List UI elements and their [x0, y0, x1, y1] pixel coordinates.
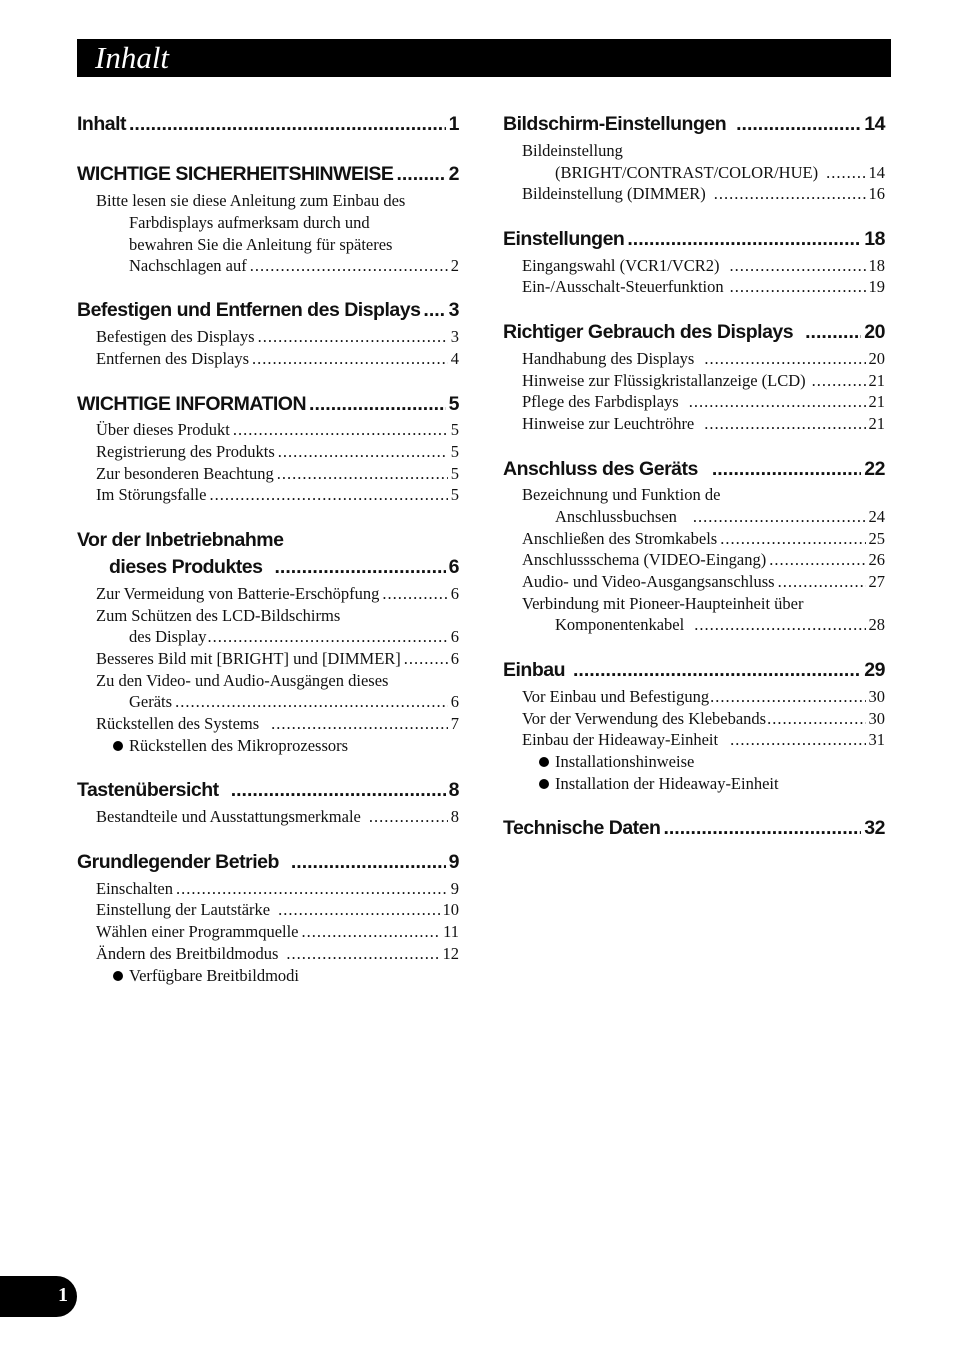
- toc-entry[interactable]: Hinweise zur Leuchtröhre ..... 21: [522, 413, 885, 435]
- toc-entry[interactable]: Komponentenkabel ..... 28: [555, 614, 885, 636]
- toc-entry[interactable]: Pflege des Farbdisplays ..... 21: [522, 391, 885, 413]
- toc-bullet-item[interactable]: Rückstellen des Mikroprozessors: [113, 735, 348, 757]
- toc-heading-einbau[interactable]: Einbau ..... 29: [503, 658, 885, 682]
- toc-entry[interactable]: Anschlussschema (VIDEO-Eingang) ..... 26: [522, 549, 885, 571]
- toc-entry[interactable]: Geräts ..... 6: [129, 691, 459, 713]
- toc-entry-line: bewahren Sie die Anleitung für späteres: [129, 235, 393, 254]
- page-number: 1: [58, 1284, 68, 1306]
- toc-entry[interactable]: Einschalten ..... 9: [96, 878, 459, 900]
- toc-entry-line: Zu den Video- und Audio-Ausgängen dieses: [96, 671, 389, 690]
- toc-heading-tastenuebersicht[interactable]: Tastenübersicht ..... 8: [77, 778, 459, 802]
- toc-entry-line: Zum Schützen des LCD-Bildschirms: [96, 606, 341, 625]
- toc-entry[interactable]: des Display ..... 6: [129, 626, 459, 648]
- toc-bullet-item[interactable]: Installation der Hideaway-Einheit: [539, 773, 779, 795]
- toc-heading-richtiger-gebrauch[interactable]: Richtiger Gebrauch des Displays ..... 20: [503, 320, 885, 344]
- toc-heading-information[interactable]: WICHTIGE INFORMATION ..... 5: [77, 392, 459, 416]
- toc-entry[interactable]: Anschließen des Stromkabels ..... 25: [522, 528, 885, 550]
- toc-heading-inbetriebnahme-l1[interactable]: Vor der Inbetriebnahme: [77, 529, 284, 551]
- toc-entry[interactable]: Audio- und Video-Ausgangsanschluss ..... 27: [522, 571, 885, 593]
- toc-entry[interactable]: Handhabung des Displays ..... 20: [522, 348, 885, 370]
- toc-entry[interactable]: Im Störungsfalle ..... 5: [96, 484, 459, 506]
- toc-bullet-item[interactable]: Verfügbare Breitbildmodi: [113, 965, 299, 987]
- toc-entry-line: Verbindung mit Pioneer-Haupteinheit über: [522, 594, 804, 613]
- toc-entry-line: Bitte lesen sie diese Anleitung zum Einbau des: [96, 191, 406, 210]
- toc-entry[interactable]: Anschlussbuchsen ..... 24: [555, 506, 885, 528]
- toc-entry[interactable]: Eingangswahl (VCR1/VCR2) ..... 18: [522, 255, 885, 277]
- toc-entry[interactable]: Bildeinstellung (DIMMER) ..... 16: [522, 183, 885, 205]
- toc-heading-inhalt[interactable]: Inhalt ..... 1: [77, 112, 459, 136]
- toc-entry[interactable]: Entfernen des Displays ..... 4: [96, 348, 459, 370]
- toc-entry[interactable]: Rückstellen des Systems ..... 7: [96, 713, 459, 735]
- toc-entry-anleitung[interactable]: Nachschlagen auf ..... 2: [129, 255, 459, 277]
- page-number-tab: [0, 1276, 77, 1317]
- toc-heading-technische-daten[interactable]: Technische Daten ..... 32: [503, 816, 885, 840]
- bullet-icon: [113, 971, 123, 981]
- toc-entry[interactable]: Einbau der Hideaway-Einheit ..... 31: [522, 729, 885, 751]
- toc-entry[interactable]: Über dieses Produkt ..... 5: [96, 419, 459, 441]
- bullet-icon: [539, 779, 549, 789]
- toc-entry-line: Bildeinstellung: [522, 141, 623, 160]
- toc-entry[interactable]: Bestandteile und Ausstattungsmerkmale ..... 8: [96, 806, 459, 828]
- toc-entry[interactable]: Ändern des Breitbildmodus ..... 12: [96, 943, 459, 965]
- toc-bullet-item[interactable]: Installationshinweise: [539, 751, 694, 773]
- toc-entry[interactable]: Vor Einbau und Befestigung ..... 30: [522, 686, 885, 708]
- toc-entry[interactable]: Zur besonderen Beachtung ..... 5: [96, 463, 459, 485]
- toc-entry-line: Farbdisplays aufmerksam durch und: [129, 213, 370, 232]
- toc-heading-sicherheitshinweise[interactable]: WICHTIGE SICHERHEITSHINWEISE ..... 2: [77, 162, 459, 186]
- page-title: Inhalt: [95, 40, 170, 75]
- bullet-icon: [113, 741, 123, 751]
- toc-entry[interactable]: (BRIGHT/CONTRAST/COLOR/HUE) ..... 14: [555, 162, 885, 184]
- toc-entry[interactable]: Befestigen des Displays ..... 3: [96, 326, 459, 348]
- toc-heading-befestigen[interactable]: Befestigen und Entfernen des Displays ..... 3: [77, 298, 459, 322]
- toc-heading-anschluss[interactable]: Anschluss des Geräts ..... 22: [503, 457, 885, 481]
- toc-heading-bildschirm-einstellungen[interactable]: Bildschirm-Einstellungen ..... 14: [503, 112, 885, 136]
- toc-heading-inbetriebnahme-l2[interactable]: dieses Produktes ..... 6: [109, 555, 459, 579]
- title-bar: [77, 39, 891, 77]
- bullet-icon: [539, 757, 549, 767]
- toc-heading-grundlegender-betrieb[interactable]: Grundlegender Betrieb ..... 9: [77, 850, 459, 874]
- toc-entry[interactable]: Ein-/Ausschalt-Steuerfunktion ..... 19: [522, 276, 885, 298]
- toc-entry[interactable]: Einstellung der Lautstärke ..... 10: [96, 899, 459, 921]
- toc-entry[interactable]: Zur Vermeidung von Batterie-Erschöpfung ..... 6: [96, 583, 459, 605]
- toc-entry[interactable]: Vor der Verwendung des Klebebands ..... 30: [522, 708, 885, 730]
- toc-entry[interactable]: Registrierung des Produkts ..... 5: [96, 441, 459, 463]
- toc-entry-line: Bezeichnung und Funktion de: [522, 485, 721, 504]
- toc-entry[interactable]: Besseres Bild mit [BRIGHT] und [DIMMER] ..... 6: [96, 648, 459, 670]
- toc-entry[interactable]: Hinweise zur Flüssigkristallanzeige (LCD) ..... 21: [522, 370, 885, 392]
- toc-entry[interactable]: Wählen einer Programmquelle ..... 11: [96, 921, 459, 943]
- toc-heading-einstellungen[interactable]: Einstellungen ..... 18: [503, 227, 885, 251]
